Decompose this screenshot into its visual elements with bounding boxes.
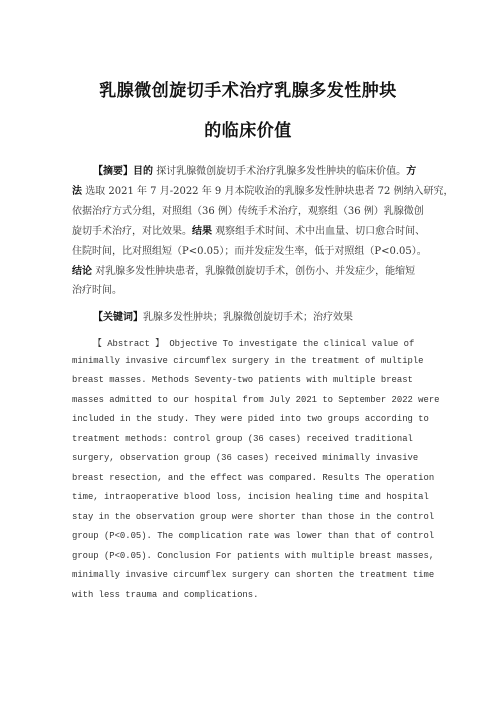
methods-label-1: 方 <box>406 166 417 177</box>
abstract-cn-line-6 <box>72 262 415 277</box>
conclusion-text-1: 对乳腺多发性肿块患者，乳腺微创旋切手术，创伤小、并发症少，能缩短 <box>95 266 416 277</box>
objective-label: 目的 <box>133 166 153 177</box>
abstract-en-line: included in the study. They were pided into two groups according to <box>72 414 429 424</box>
title-line-2: 的临床价值 <box>204 121 292 141</box>
methods-text-1: 选取 2021 年 7 月-2022 年 9 月本院收治的乳腺多发性肿块患者 72 例纳入研究， <box>85 186 454 197</box>
results-text-1: 观察组手术时间、术中出血量、切口愈合时间、 <box>215 226 426 237</box>
abstract-en-line: group (P<0.05). The complication rate was lower than that of control <box>72 531 435 541</box>
keywords-cn-line <box>93 308 353 323</box>
keywords-text: 乳腺多发性肿块；乳腺微创旋切手术；治疗效果 <box>143 312 353 323</box>
abstract-en-line: breast resection, and the effect was compared. Results The operation <box>72 473 435 483</box>
abstract-en-line: group (P<0.05). Conclusion For patients with multiple breast masses, <box>72 551 435 561</box>
abstract-en-line: breast masses. Methods Seventy-two patients with multiple breast <box>72 375 413 385</box>
abstract-en-line: minimally invasive circumflex surgery can shorten the treatment time <box>72 570 435 580</box>
abstract-en-line: surgery, observation group (36 cases) received minimally invasive <box>72 453 419 463</box>
abstract-cn-line-1 <box>93 162 416 177</box>
title-line-1: 乳腺微创旋切手术治疗乳腺多发性肿块 <box>99 81 397 101</box>
abstract-cn-line-4 <box>72 222 425 237</box>
abstract-cn-line-3: 依据治疗方式分组，对照组（36 例）传统手术治疗，观察组（36 例）乳腺微创 <box>72 206 424 217</box>
abstract-en-line: 【 Abstract 】 Objective To investigate the clinical value of <box>93 339 415 349</box>
abstract-en-line: time, intraoperative blood loss, incision healing time and hospital <box>72 492 429 502</box>
methods-label-2: 法 <box>72 186 82 197</box>
abstract-en-line: treatment methods: control group (36 cases) received traditional <box>72 434 413 444</box>
abstract-en-line: stay in the observation group were shorter than those in the control <box>72 512 435 522</box>
abstract-cn-line-5: 住院时间，比对照组短（P<0.05）；而并发症发生率，低于对照组（P<0.05）。 <box>72 246 427 257</box>
abstract-en-line: minimally invasive circumflex surgery in the treatment of multiple <box>72 356 424 366</box>
keywords-label: 【关键词】 <box>93 312 143 323</box>
objective-text: 探讨乳腺微创旋切手术治疗乳腺多发性肿块的临床价值。 <box>156 166 407 177</box>
conclusion-label: 结论 <box>72 266 92 277</box>
abstract-en-line: masses admitted to our hospital from July 2021 to September 2022 were <box>72 395 440 405</box>
abstract-cn-line-7: 治疗时间。 <box>72 285 122 296</box>
abstract-cn-line-2 <box>72 182 454 197</box>
methods-text-3: 旋切手术治疗，对比效果。 <box>72 226 192 237</box>
abstract-en-line: with less trauma and complications. <box>72 590 259 600</box>
results-label: 结果 <box>192 226 212 237</box>
abstract-cn-label: 【摘要】 <box>93 166 133 177</box>
